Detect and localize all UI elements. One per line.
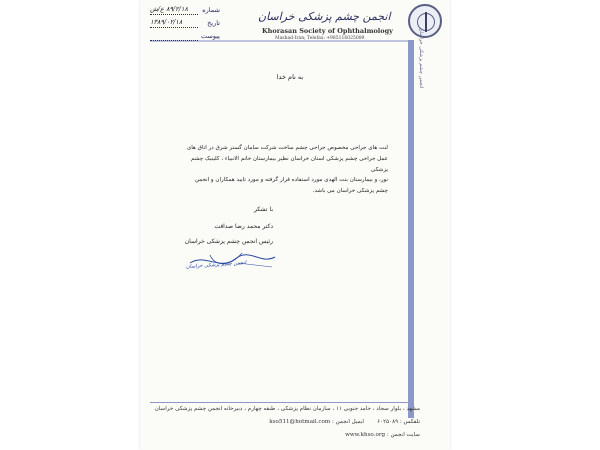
org-name-persian: انجمن چشم پزشکی خراسان — [258, 10, 391, 23]
body-line: لنت های جراحی مخصوص جراحی چشم ساخت شرکت سامان گستر شرق در اتاق های — [186, 145, 388, 151]
besmellah-heading: به نام خدا — [276, 73, 304, 81]
website-label: سایت انجمن : — [386, 432, 420, 438]
number-value: ۸۹/۲/۱۸ ع/ش — [150, 5, 188, 13]
meta-number-row — [150, 6, 220, 16]
signer-name: دکتر محمد رضا صداقت — [214, 223, 273, 230]
seal-side-text — [418, 28, 424, 42]
footer-divider — [150, 402, 414, 403]
signer-title: رئیس انجمن چشم پزشکی خراسان — [184, 238, 273, 245]
website-link[interactable]: www.khso.org — [345, 432, 386, 438]
telefax-value: ۶۰۲۵۰۸۹ — [377, 419, 399, 425]
letter-body — [182, 143, 388, 197]
society-seal-logo — [408, 4, 442, 38]
date-dotted-line — [150, 27, 198, 28]
number-label: شماره — [202, 6, 220, 14]
letter-meta-block — [150, 6, 220, 45]
footer-contact-row — [150, 419, 420, 425]
telefax-label: تلفکس : — [399, 419, 420, 425]
staff-icon — [425, 12, 427, 32]
blue-stamp: انجمن چشم پزشکی خراسان — [185, 259, 247, 271]
footer-address: مشهد ، بلوار سجاد ، حامد جنوبی ۱۱ ، سازمان نظام پزشکی ، طبقه چهارم ، دبیرخانه انجمن چشم پزشکی خراسان — [154, 406, 420, 412]
footer-website-row — [150, 432, 420, 438]
body-line: عمل جراحی چشم پزشکی استان خراسان نظیر بیمارستان خاتم الانبیاء ، کلینیک چشم پزشکی — [191, 155, 388, 173]
email-label: ایمیل انجمن : — [332, 419, 364, 425]
attachment-label: پیوست — [201, 32, 220, 40]
org-name-english: Khorasan Society of Ophthalmology — [262, 27, 393, 35]
date-label: تاریخ — [207, 19, 220, 27]
body-line: چشم پزشکی خراسان می باشد. — [312, 188, 388, 195]
org-address: Mashad-Iran; Telefax: +985116025089 — [275, 36, 365, 41]
letterhead-side-band — [408, 40, 414, 418]
number-dotted-line — [150, 14, 198, 15]
body-line: نور، و بیمارستان بنت الهدی مورد استفاده قرار گرفته و مورد تایید همکاران و انجمن — [194, 177, 388, 184]
attachment-dotted-line — [150, 40, 198, 41]
meta-attachment-row — [150, 32, 220, 42]
meta-date-row — [150, 19, 220, 29]
email-link[interactable]: kso511@hotmail.com — [269, 419, 331, 425]
date-value: ۱۳۸۹/۰۲/۱۸ — [150, 18, 183, 26]
closing-text: با تشکر — [253, 206, 273, 213]
